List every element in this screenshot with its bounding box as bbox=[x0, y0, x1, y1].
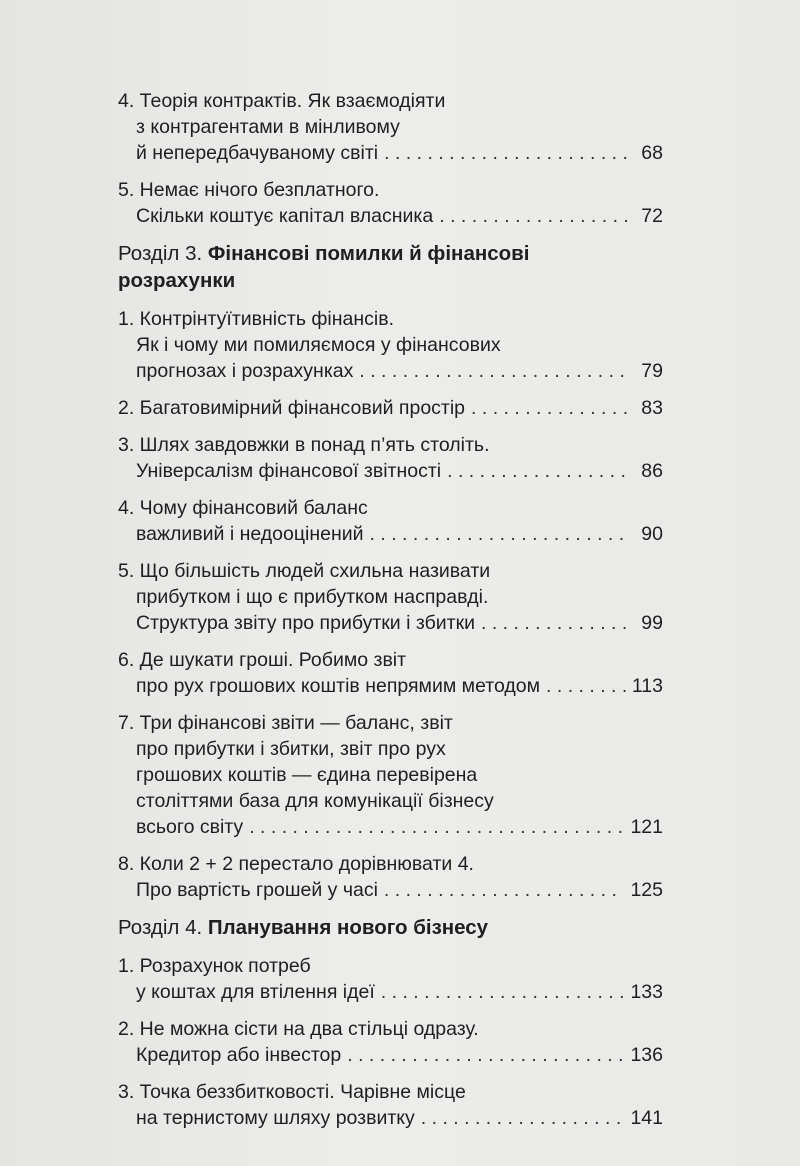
page-number: 125 bbox=[630, 879, 663, 901]
toc-entry-title-line: прогнозах і розрахунках bbox=[136, 360, 354, 382]
toc-entry bbox=[118, 432, 663, 484]
toc-entry-last-line bbox=[118, 395, 663, 421]
toc-entry bbox=[118, 1016, 663, 1068]
toc-entry-title-line: 3. Точка беззбитковості. Чарівне місце bbox=[118, 1081, 466, 1103]
toc-entry bbox=[118, 1079, 663, 1131]
page-number: 83 bbox=[641, 397, 663, 419]
toc-entry-last-line bbox=[118, 1042, 663, 1068]
dot-leader bbox=[439, 203, 627, 229]
page-number: 136 bbox=[630, 1044, 663, 1066]
toc-entry bbox=[118, 647, 663, 699]
toc-entry-last-line bbox=[118, 358, 663, 384]
toc-entry bbox=[118, 495, 663, 547]
toc-entry bbox=[118, 953, 663, 1005]
toc-entry-title-line: важливий і недооцінений bbox=[136, 523, 364, 545]
toc-entry-title-line: Про вартість грошей у часі bbox=[136, 879, 378, 901]
toc-entry-title-line: 3. Шлях завдовжки в понад п’ять століть. bbox=[118, 434, 490, 456]
section-title: Фінансові помилки й фінансові bbox=[207, 242, 530, 265]
toc-entry-title-line: століттями база для комунікації бізнесу bbox=[136, 790, 494, 812]
toc-entry-title-line: прибутком і що є прибутком насправді. bbox=[136, 586, 489, 608]
toc-entry-last-line bbox=[118, 877, 663, 903]
toc-entry-title-line: Як і чому ми помиляємося у фінансових bbox=[136, 334, 501, 356]
page-number: 79 bbox=[641, 360, 663, 382]
toc-entry-title-line: Універсалізм фінансової звітності bbox=[136, 460, 442, 482]
dot-leader bbox=[347, 1042, 624, 1068]
dot-leader bbox=[359, 358, 627, 384]
toc-entry-title-line: 5. Немає нічого безплатного. bbox=[118, 179, 380, 201]
toc-entry-title-line: 5. Що більшість людей схильна називати bbox=[118, 560, 491, 582]
dot-leader bbox=[546, 673, 626, 699]
toc-entry-title-line: про рух грошових коштів непрямим методом bbox=[136, 675, 541, 697]
toc-entry-title-line: 2. Не можна сісти на два стільці одразу. bbox=[118, 1018, 479, 1040]
toc-entry-title-line: 1. Контрінтуїтивність фінансів. bbox=[118, 308, 395, 330]
toc-entry bbox=[118, 851, 663, 903]
section-number: Розділ 3. bbox=[118, 242, 203, 265]
toc-entry bbox=[118, 306, 663, 384]
toc-entry-title-line: з контрагентами в мінливому bbox=[136, 116, 400, 138]
page-number: 141 bbox=[630, 1107, 663, 1129]
toc-entry-title-line: й непередбачуваному світі bbox=[136, 142, 379, 164]
toc-entry-title-line: 4. Теорія контрактів. Як взаємодіяти bbox=[118, 90, 446, 112]
toc-entry bbox=[118, 88, 663, 166]
toc-entry bbox=[118, 395, 663, 421]
dot-leader bbox=[471, 395, 627, 421]
toc-entry-title-line: про прибутки і збитки, звіт про рух bbox=[136, 738, 446, 760]
section-title: Планування нового бізнесу bbox=[207, 916, 489, 939]
toc-entry bbox=[118, 177, 663, 229]
toc-entry-title-line: 8. Коли 2 + 2 перестало дорівнювати 4. bbox=[118, 853, 474, 875]
toc-entry-last-line bbox=[118, 458, 663, 484]
toc-entry-title-line: на тернистому шляху розвитку bbox=[136, 1107, 415, 1129]
toc-entry-title-line: 7. Три фінансові звіти — баланс, звіт bbox=[118, 712, 453, 734]
dot-leader bbox=[381, 979, 625, 1005]
toc-entry-last-line bbox=[118, 1105, 663, 1131]
toc-entry-title-line: Скільки коштує капітал власника bbox=[136, 205, 434, 227]
toc-entry-last-line bbox=[118, 979, 663, 1005]
toc-entry-last-line bbox=[118, 673, 663, 699]
toc-entry-title-line: Кредитор або інвестор bbox=[136, 1044, 342, 1066]
page-number: 133 bbox=[630, 981, 663, 1003]
section-heading bbox=[118, 914, 663, 941]
table-of-contents bbox=[118, 88, 663, 1142]
dot-leader bbox=[384, 140, 627, 166]
section-number: Розділ 4. bbox=[118, 916, 203, 939]
toc-entry-title-line: 1. Розрахунок потреб bbox=[118, 955, 311, 977]
page-number: 72 bbox=[641, 205, 663, 227]
toc-entry-title-line: Структура звіту про прибутки і збитки bbox=[136, 612, 475, 634]
dot-leader bbox=[384, 877, 625, 903]
toc-entry-last-line bbox=[118, 610, 663, 636]
dot-leader bbox=[481, 610, 627, 636]
page-number: 90 bbox=[641, 523, 663, 545]
toc-entry-last-line bbox=[118, 140, 663, 166]
toc-entry-last-line bbox=[118, 814, 663, 840]
toc-entry-title-line: 6. Де шукати гроші. Робимо звіт bbox=[118, 649, 407, 671]
toc-entry bbox=[118, 558, 663, 636]
dot-leader bbox=[370, 521, 627, 547]
page-number: 68 bbox=[641, 142, 663, 164]
toc-entry-last-line bbox=[118, 203, 663, 229]
toc-entry-title-line: 4. Чому фінансовий баланс bbox=[118, 497, 368, 519]
page-number: 99 bbox=[641, 612, 663, 634]
toc-entry-title-line: всього світу bbox=[136, 816, 244, 838]
toc-entry-title-line: 2. Багатовимірний фінансовий простір bbox=[118, 397, 466, 419]
dot-leader bbox=[249, 814, 624, 840]
section-title-continued: розрахунки bbox=[118, 269, 236, 292]
page-number: 121 bbox=[630, 816, 663, 838]
dot-leader bbox=[421, 1105, 625, 1131]
dot-leader bbox=[447, 458, 627, 484]
toc-entry-title-line: у коштах для втілення ідеї bbox=[136, 981, 375, 1003]
toc-entry-last-line bbox=[118, 521, 663, 547]
page-number: 86 bbox=[641, 460, 663, 482]
section-heading bbox=[118, 240, 663, 294]
page-number: 113 bbox=[631, 675, 663, 697]
toc-entry bbox=[118, 710, 663, 840]
toc-entry-title-line: грошових коштів — єдина перевірена bbox=[136, 764, 478, 786]
